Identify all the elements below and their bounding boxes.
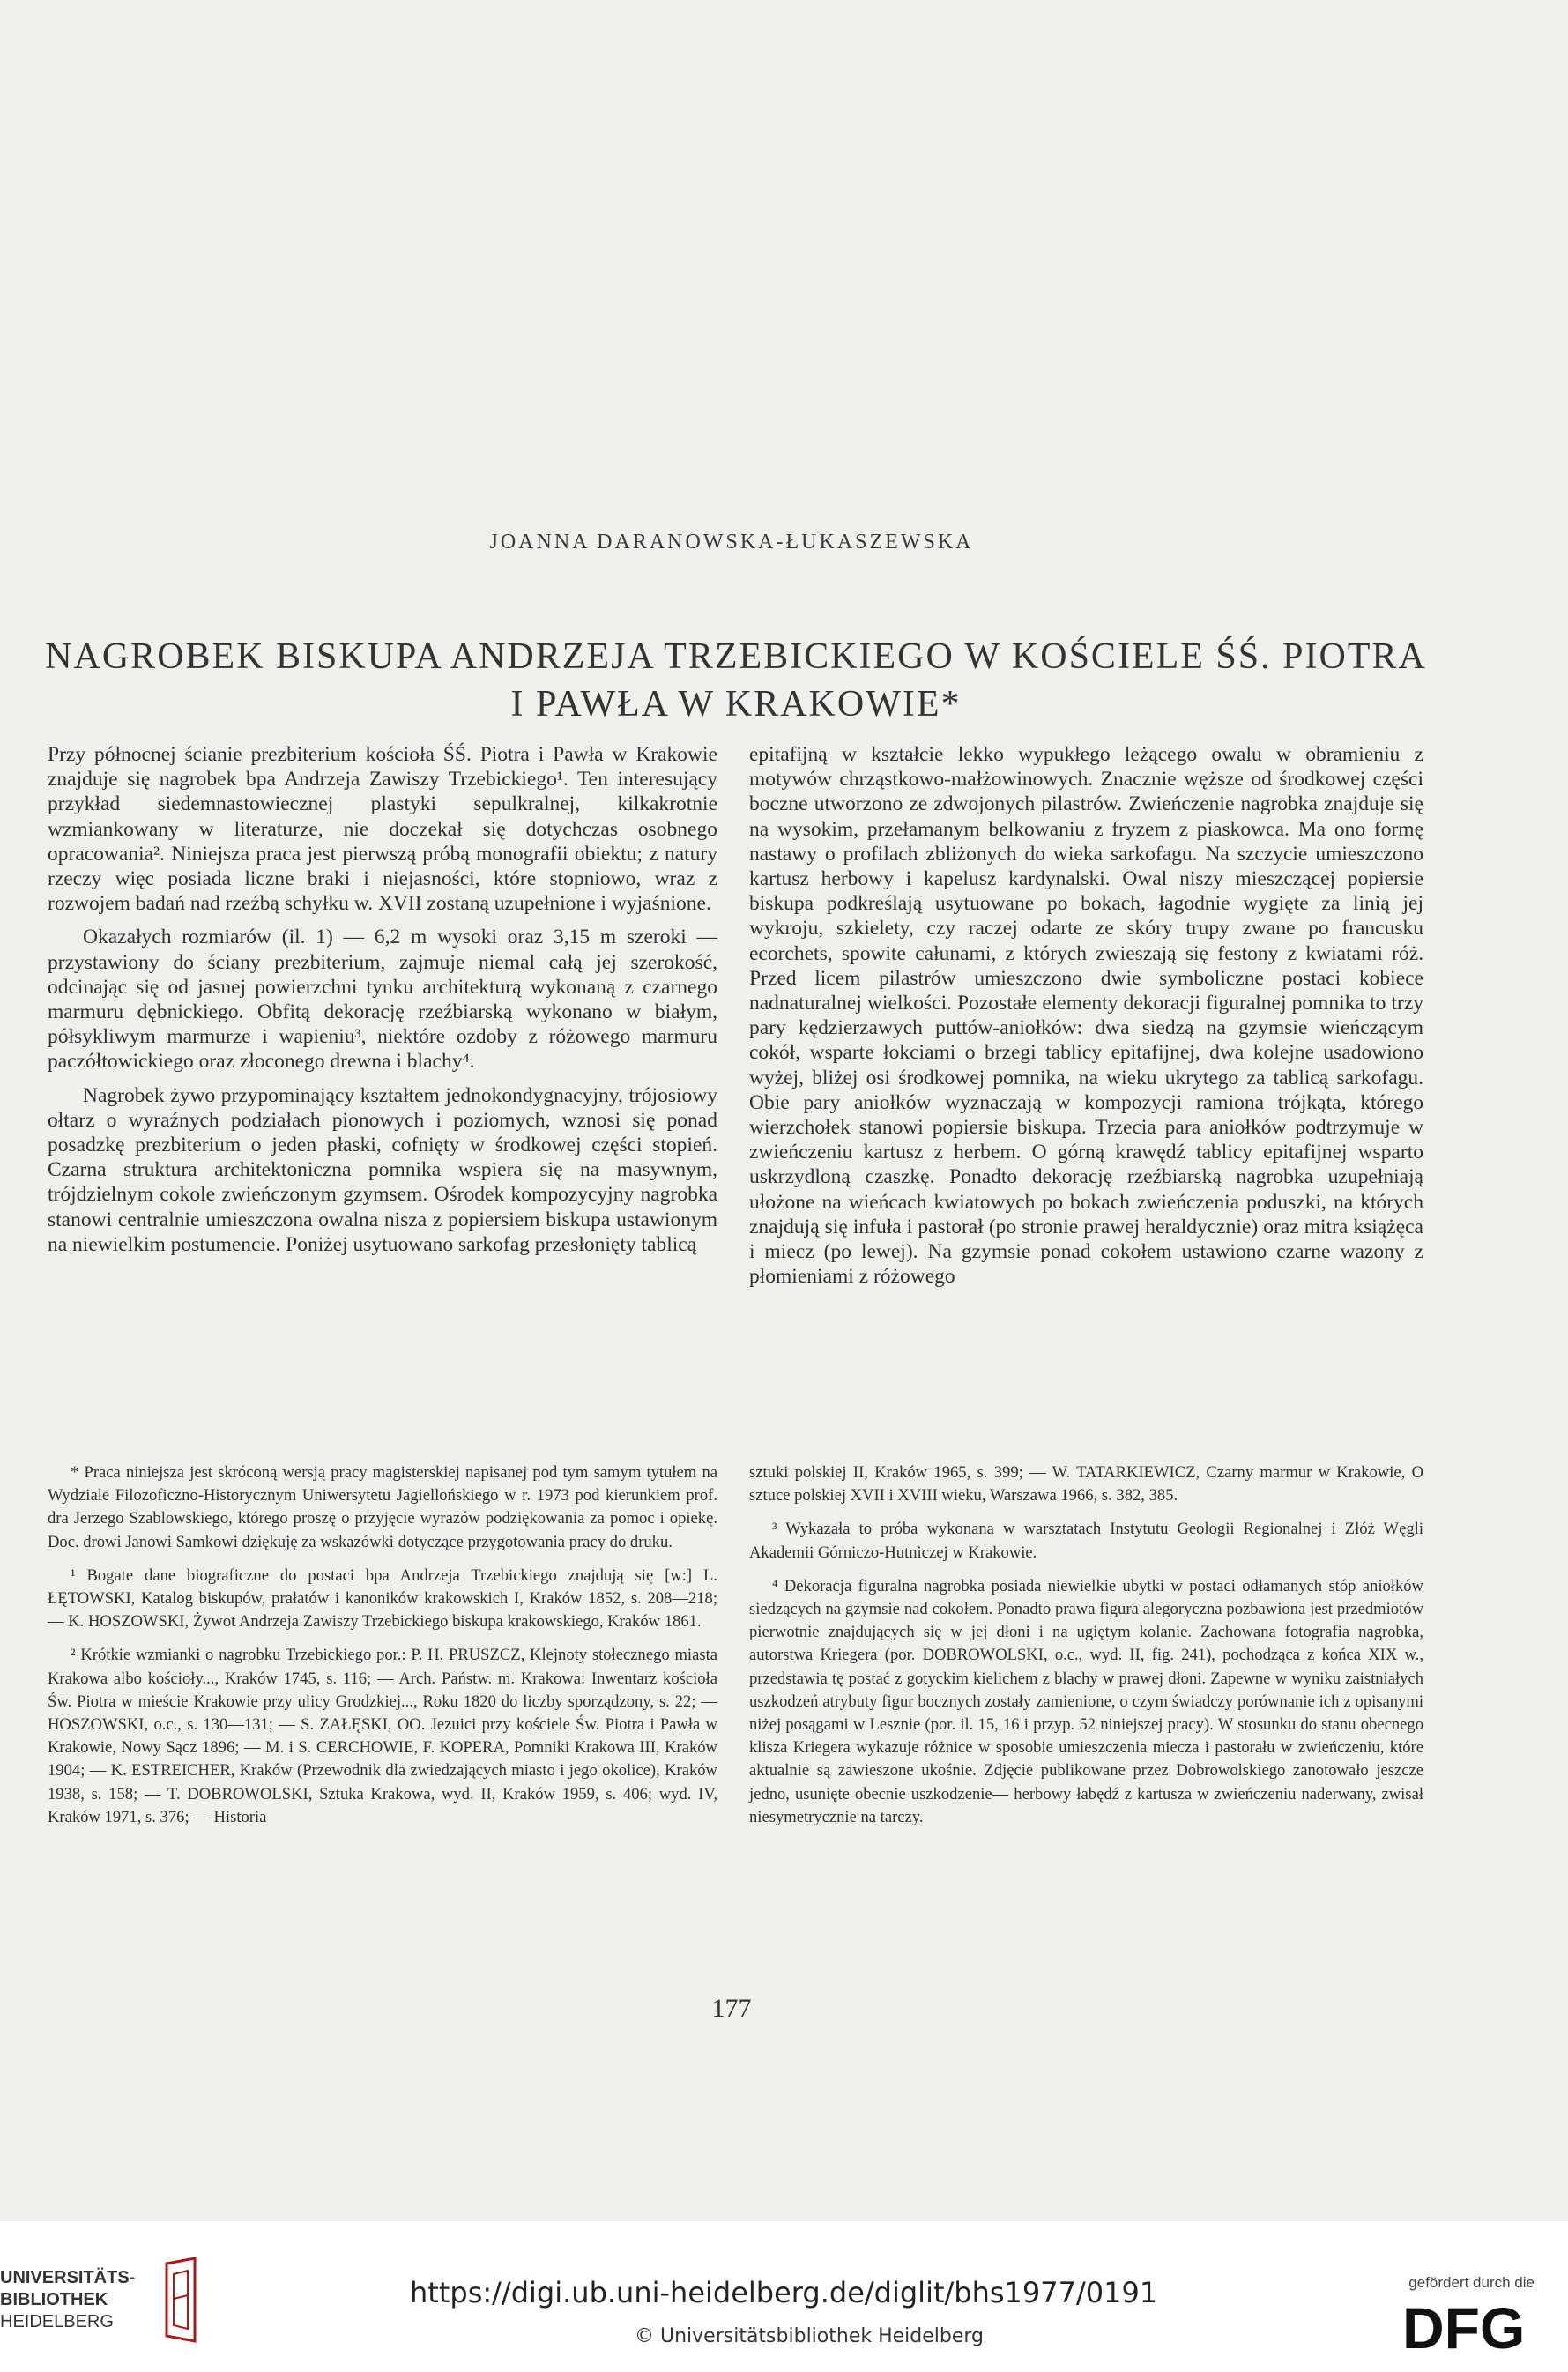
dfg-logo-text: DFG — [1402, 2299, 1526, 2353]
paragraph: epitafijną w kształcie lekko wypukłego leżącego owalu w obramieniu z motywów chrząstkowo-małżowinowych. Znacznie węższe od środkowej części boczne utworzono ze zdwojonych pilastrów. Zwieńczenie nagrobka znajduje się na wysokim, przełamanym belkowaniu z fryzem z piaskowca. Ma ono formę nastawy o profilach zbliżonych do wieka sarkofagu. Na szczycie umieszczono kartusz herbowy i kapelusz kardynalski. Owal niszy mieszczącej popiersie biskupa podkreślają usytuowane po bokach, łagodnie wygięte za linią jej wykroju, szkielety, czy raczej odarte ze skóry trupy zwane po francusku ecorchets, spowite całunami, z których zwieszają się festony z kwiatami róż. Przed licem pilastrów umieszczono dwie symboliczne postaci kobiece nadnaturalnej wielkości. Pozostałe elementy dekoracji figuralnej pomnika to trzy pary kędzierzawych puttów-aniołków: dwa siedzą na gzymsie wieńczącym cokół, wsparte łokciami o brzegi tablicy epitafijnej, dwa kolejne usadowiono wyżej, bliżej osi środkowej pomnika, na wieku ukrytego za tablicą sarkofagu. Obie pary aniołków wyznaczają w kompozycji ramiona trójkąta, którego wierzchołek stanowi popiersie biskupa. Trzecia para aniołków podtrzymuje w zwieńczeniu kartusz z herbem. O górną krawędź tablicy epitafijnej wsparto uskrzydloną czaszkę. Ponadto dekorację rzeźbiarską nagrobka uzupełniają ułożone na wieńcach kwiatowych po bokach zwieńczenia poduszki, na których znajdują się infuła i pastorał (po stronie prawej heraldycznie) oraz mitra książęca i miecz (po lewej). Na gzymsie ponad cokołem ustawiono czarne wazony z płomieniami z różowego — [749, 743, 1423, 1289]
university-library-logo[interactable] — [0, 2267, 159, 2333]
body-column-right — [749, 742, 1423, 1298]
footnote: ² Krótkie wzmianki o nagrobku Trzebickiego por.: P. H. PRUSZCZ, Klejnoty stołecznego miasta Krakowa albo kościoły..., Kraków 1745, s. 116; — Arch. Państw. m. Krakowa: Inwentarz kościoła Św. Piotra w mieście Krakowie przy ulicy Grodzkiej..., Roku 1820 do liczby sporządzony, s. 22; — HOSZOWSKI, o.c., s. 130—131; — S. ZAŁĘSKI, OO. Jezuici przy kościele Św. Piotra i Pawła w Krakowie, Nowy Sącz 1896; — M. i S. CERCHOWIE, F. KOPERA, Pomniki Krakowa III, Kraków 1904; — K. ESTREICHER, Kraków (Przewodnik dla zwiedzających miasto i jego okolice), Kraków 1938, s. 158; — T. DOBROWOLSKI, Sztuka Krakowa, wyd. II, Kraków 1959, s. 406; wyd. IV, Kraków 1971, s. 376; — Historia — [48, 1646, 717, 1826]
paragraph: Nagrobek żywo przypominający kształtem jednokondygnacyjny, trójosiowy ołtarz o wyraźnych podziałach pionowych i poziomych, wznosi się ponad posadzkę prezbiterium o jeden płaski, cofnięty w środkowej części stopień. Czarna struktura architektoniczna pomnika wspiera się na masywnym, trójdzielnym cokole zwieńczonym gzymsem. Ośrodek kompozycyjny nagrobka stanowi centralnie umieszczona owalna nisza z popiersiem biskupa ustawionym na niewielkim postumencie. Poniżej usytuowano sarkofag przesłonięty tablicą — [48, 1083, 717, 1256]
footnote: * Praca niniejsza jest skróconą wersją pracy magisterskiej napisanej pod tym samym tytułem na Wydziale Filozoficzno-Historycznym Uniwersytetu Jagiellońskiego w r. 1973 pod kierunkiem prof. dra Jerzego Szablowskiego, którego proszę o przyjęcie wyrazów podziękowania za pomoc i opiekę. Doc. drowi Janowi Samkowi dziękuję za wskazówki dotyczące przygotowania pracy do druku. — [48, 1463, 717, 1551]
footnote: ¹ Bogate dane biograficzne do postaci bpa Andrzeja Trzebickiego znajdują się [w:] L. ŁĘTOWSKI, Katalog biskupów, prałatów i kanoników krakowskich I, Kraków 1852, s. 208—218; — K. HOSZOWSKI, Żywot Andrzeja Zawiszy Trzebickiego biskupa krakowskiego, Kraków 1861. — [48, 1565, 717, 1632]
footnote: ⁴ Dekoracja figuralna nagrobka posiada niewielkie ubytki w postaci odłamanych stóp aniołków siedzących na gzymsie nad cokołem. Ponadto prawa figura alegoryczna pozbawiona jest przedmiotów pierwotnie znajdujących się w jej dłoni i na ugiętym kolanie. Zachowana fotografia nagrobka, autorstwa Kriegera (por. DOBROWOLSKI, o.c., wyd. II, fig. 241), pochodząca z końca XIX w., przedstawia tę postać z gotyckim kielichem z blachy w prawej dłoni. Zapewne w wyniku zaistniałych uszkodzeń atrybuty figur bocznych zostały zamienione, o czym świadczy porównanie ich z opisanymi niżej posągami w Lesznie (por. il. 15, 16 i przyp. 52 niniejszej pracy). W stosunku do stanu obecnego klisza Kriegera wykazuje różnice w sposobie umieszczenia miecza i pastorału w zwieńczeniu, które aktualnie są zawieszone ukośnie. Zdjęcie publikowane przez Dobrowolskiego zanotowało jeszcze jedno, usunięte obecnie uszkodzenie— herbowy łabędź z kartusza w zwieńczeniu naderwany, zwisał niesymetrycznie na tarczy. — [749, 1576, 1423, 1826]
article-author: JOANNA DARANOWSKA-ŁUKASZEWSKA — [489, 531, 974, 554]
page-number: 177 — [711, 1994, 752, 2023]
viewer-footer — [0, 2221, 1568, 2372]
body-column-left — [48, 742, 717, 1266]
funded-by-label: gefördert durch die — [1408, 2274, 1535, 2291]
article-title — [35, 633, 1437, 728]
footnote: sztuki polskiej II, Kraków 1965, s. 399; — W. TATARKIEWICZ, Czarny marmur w Krakowie, O sztuce polskiej XVII i XVIII wieku, Warszawa 1966, s. 382, 385. — [749, 1463, 1423, 1506]
copyright-notice: © Universitätsbibliothek Heidelberg — [635, 2325, 985, 2347]
dfg-logo[interactable] — [1402, 2299, 1543, 2358]
university-seal-icon — [163, 2257, 198, 2347]
title-line-2: I PAWŁA W KRAKOWIE* — [510, 684, 962, 725]
logo-text-line: UNIVERSITÄTS- — [0, 2268, 136, 2287]
logo-text-line: BIBLIOTHEK — [0, 2290, 108, 2309]
logo-text-line: HEIDELBERG — [0, 2312, 114, 2331]
paragraph: Okazałych rozmiarów (il. 1) — 6,2 m wysoki oraz 3,15 m szeroki — przystawiony do ściany prezbiterium, zajmuje niemal całą jej szerokość, odcinając się od jasnej powierzchni tynku architekturą wykonaną z czarnego marmuru dębnickiego. Obfitą dekorację rzeźbiarską wykonano w białym, półsykliwym marmurze i wapieniu³, niektóre ozdoby z różowego marmuru paczółtowickiego oraz złoconego drewna i blachy⁴. — [48, 926, 717, 1074]
footnote: ³ Wykazała to próba wykonana w warsztatach Instytutu Geologii Regionalnej i Złóż Węgli Akademii Górniczo-Hutniczej w Krakowie. — [749, 1520, 1423, 1562]
footnotes-left — [48, 1461, 717, 1840]
title-line-1: NAGROBEK BISKUPA ANDRZEJA TRZEBICKIEGO W KOŚCIELE ŚŚ. PIOTRA — [45, 636, 1427, 677]
paragraph: Przy północnej ścianie prezbiterium kościoła ŚŚ. Piotra i Pawła w Krakowie znajduje się nagrobek bpa Andrzeja Zawiszy Trzebickiego¹. Ten interesujący przykład siedemnastowiecznej plastyki sepulkralnej, kilkakrotnie wzmiankowany w literaturze, nie doczekał się dotychczas osobnego opracowania². Niniejsza praca jest pierwszą próbą monografii obiektu; z natury rzeczy więc posiada liczne braki i niejasności, które stopniowo, wraz z rozwojem badań nad rzeźbą schyłku w. XVII zostaną uzupełnione i wyjaśnione. — [48, 743, 717, 916]
footnotes-right — [749, 1461, 1423, 1840]
permalink-url[interactable]: https://digi.ub.uni-heidelberg.de/diglit/bhs1977/0191 — [410, 2276, 1158, 2309]
